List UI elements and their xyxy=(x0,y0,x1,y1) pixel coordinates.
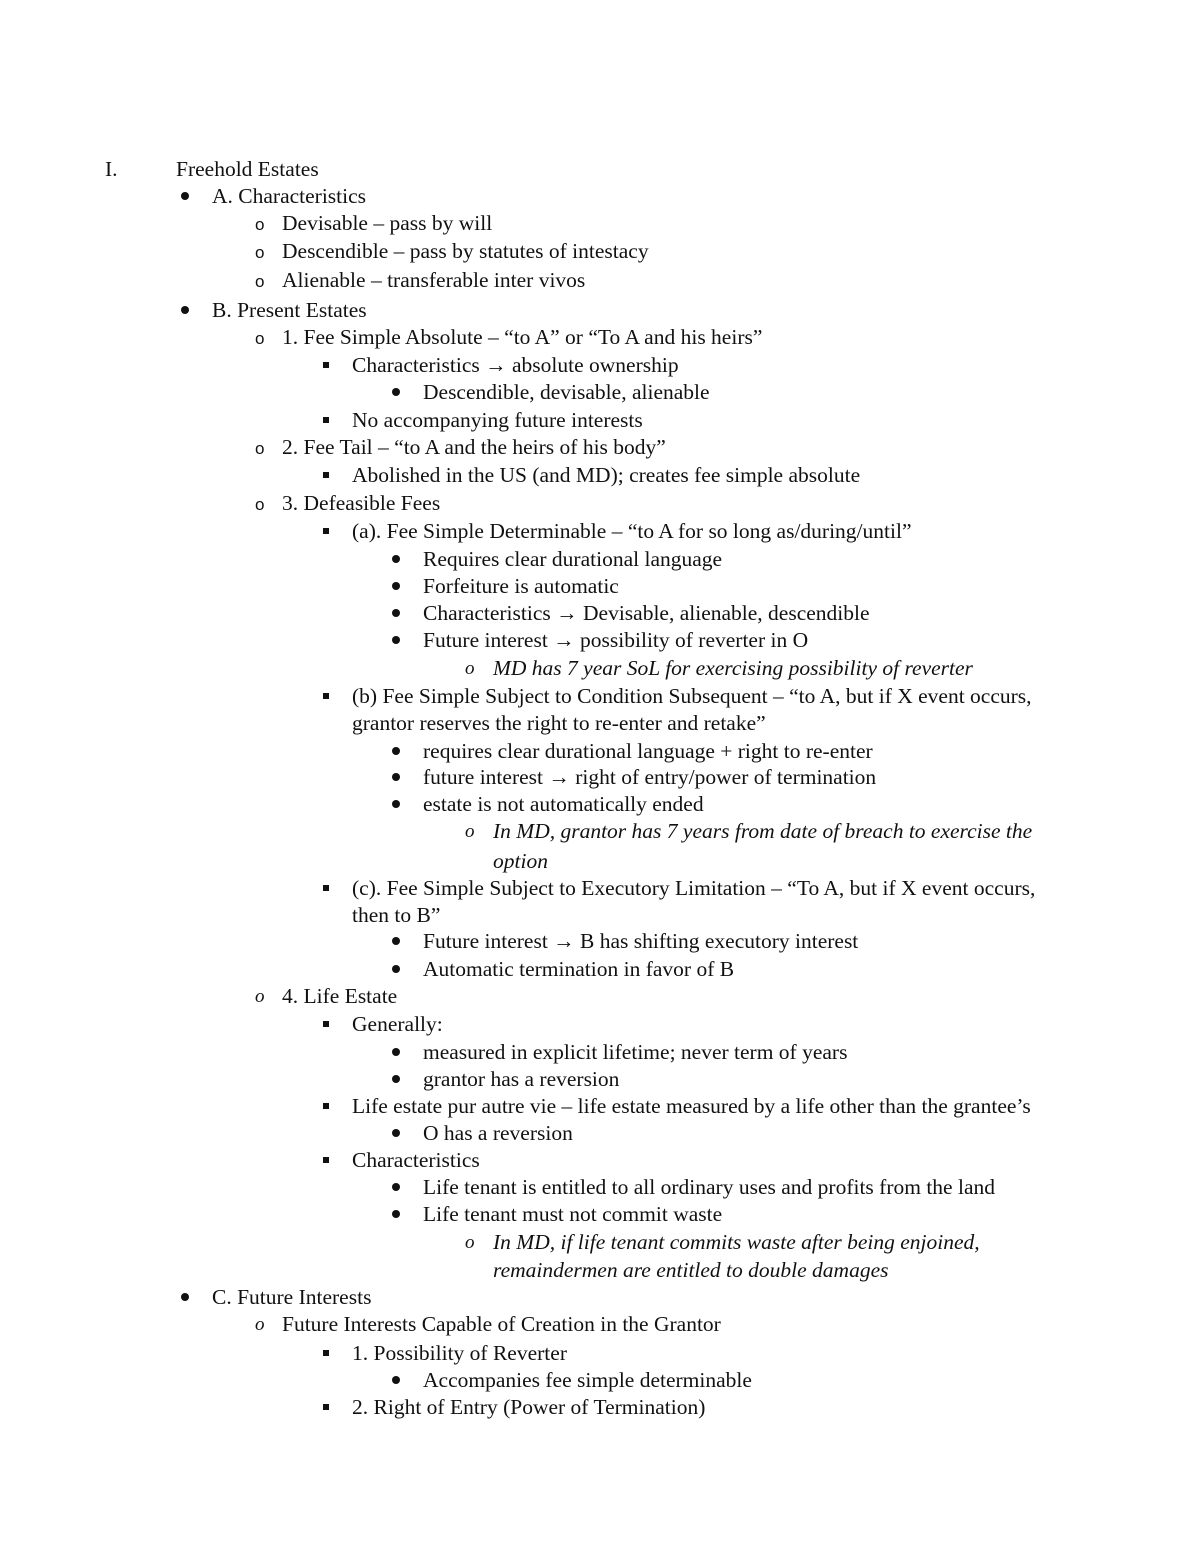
bullet-square-icon xyxy=(323,1157,329,1163)
bullet-dot-icon xyxy=(392,1048,400,1056)
bullet-circle-icon: o xyxy=(255,439,265,458)
outline-item-text: Future interest → B has shifting executory interest xyxy=(423,929,859,953)
bullet-square-icon xyxy=(323,885,329,891)
outline-item-text: (c). Fee Simple Subject to Executory Limitation – “To A, but if X event occurs, xyxy=(352,876,1036,900)
bullet-dot-icon xyxy=(392,747,400,755)
outline-item-text: requires clear durational language + right to re-enter xyxy=(423,739,873,763)
outline-item-text: option xyxy=(493,849,548,873)
outline-item-text: No accompanying future interests xyxy=(352,408,643,432)
bullet-dot-icon xyxy=(392,1183,400,1191)
outline-item-text: Characteristics → Devisable, alienable, descendible xyxy=(423,601,870,625)
bullet-square-icon xyxy=(323,1103,329,1109)
outline-item-text: Generally: xyxy=(352,1012,443,1036)
outline-item-text: future interest → right of entry/power of termination xyxy=(423,765,877,789)
outline-item-text: O has a reversion xyxy=(423,1121,573,1145)
outline-item-text: Future interest → possibility of reverter in O xyxy=(423,628,809,652)
bullet-circle-icon: o xyxy=(255,986,265,1007)
outline-item-text: (a). Fee Simple Determinable – “to A for so long as/during/until” xyxy=(352,519,912,543)
bullet-circle-icon: o xyxy=(255,1314,265,1335)
outline-item-text: Abolished in the US (and MD); creates fee simple absolute xyxy=(352,463,861,487)
bullet-square-icon xyxy=(323,693,329,699)
bullet-dot-icon xyxy=(392,965,400,973)
bullet-dot-icon xyxy=(392,937,400,945)
outline-item-text: grantor has a reversion xyxy=(423,1067,620,1091)
bullet-circle-icon: o xyxy=(255,272,265,291)
bullet-dot-icon xyxy=(392,1210,400,1218)
outline-item-text: Accompanies fee simple determinable xyxy=(423,1368,752,1392)
bullet-dot-icon xyxy=(392,1376,400,1384)
outline-item-text: measured in explicit lifetime; never term of years xyxy=(423,1040,848,1064)
outline-item-text: 2. Fee Tail – “to A and the heirs of his body” xyxy=(282,435,666,459)
bullet-square-icon xyxy=(323,1404,329,1410)
outline-item-text: Life tenant is entitled to all ordinary uses and profits from the land xyxy=(423,1175,995,1199)
outline-item-text: 2. Right of Entry (Power of Termination) xyxy=(352,1395,706,1419)
bullet-dot-icon xyxy=(392,773,400,781)
outline-item-text: remaindermen are entitled to double damages xyxy=(493,1258,889,1282)
outline-item-text: Freehold Estates xyxy=(176,157,319,181)
bullet-circle-icon: o xyxy=(255,329,265,348)
outline-item-text: 3. Defeasible Fees xyxy=(282,491,441,515)
outline-item-text: In MD, if life tenant commits waste after being enjoined, xyxy=(493,1230,980,1254)
outline-item-text: Characteristics xyxy=(352,1148,480,1172)
outline-item-text: then to B” xyxy=(352,903,441,927)
bullet-square-icon xyxy=(323,362,329,368)
outline-item-text: A. Characteristics xyxy=(212,184,367,208)
outline-item-text: Descendible, devisable, alienable xyxy=(423,380,710,404)
outline-item-text: Devisable – pass by will xyxy=(282,211,493,235)
outline-item-text: Characteristics → absolute ownership xyxy=(352,353,679,377)
bullet-dot-icon xyxy=(392,800,400,808)
outline-item-text: Descendible – pass by statutes of intestacy xyxy=(282,239,649,263)
bullet-dot-icon xyxy=(392,636,400,644)
bullet-circle-icon: o xyxy=(255,243,265,262)
outline-item-text: (b) Fee Simple Subject to Condition Subsequent – “to A, but if X event occurs, xyxy=(352,684,1032,708)
bullet-dot-icon xyxy=(392,388,400,396)
outline-item-text: Alienable – transferable inter vivos xyxy=(282,268,586,292)
bullet-dot-icon xyxy=(392,609,400,617)
bullet-dot-icon xyxy=(392,582,400,590)
bullet-dot-icon xyxy=(392,1129,400,1137)
bullet-dot-icon xyxy=(181,1293,189,1301)
bullet-dot-icon xyxy=(392,555,400,563)
bullet-circle-icon: o xyxy=(465,1232,475,1253)
bullet-dot-icon xyxy=(181,306,189,314)
bullet-square-icon xyxy=(323,1021,329,1027)
outline-item-text: C. Future Interests xyxy=(212,1285,372,1309)
outline-item-text: Automatic termination in favor of B xyxy=(423,957,735,981)
outline-item-text: Future Interests Capable of Creation in the Grantor xyxy=(282,1312,721,1336)
bullet-circle-icon: o xyxy=(255,495,265,514)
outline-item-text: Requires clear durational language xyxy=(423,547,723,571)
outline-item-text: 1. Fee Simple Absolute – “to A” or “To A and his heirs” xyxy=(282,325,763,349)
outline-item-text: Life tenant must not commit waste xyxy=(423,1202,723,1226)
outline-item-text: In MD, grantor has 7 years from date of breach to exercise the xyxy=(493,819,1033,843)
outline-item-text: Life estate pur autre vie – life estate measured by a life other than the grantee’s xyxy=(352,1094,1031,1118)
outline-item-text: estate is not automatically ended xyxy=(423,792,704,816)
outline-item-text: 4. Life Estate xyxy=(282,984,398,1008)
outline-item-text: grantor reserves the right to re-enter and retake” xyxy=(352,711,766,735)
outline-numeral: I. xyxy=(105,157,118,181)
bullet-circle-icon: o xyxy=(465,821,475,842)
bullet-square-icon xyxy=(323,528,329,534)
bullet-circle-icon: o xyxy=(255,215,265,234)
bullet-dot-icon xyxy=(181,192,189,200)
bullet-circle-icon: o xyxy=(465,658,475,679)
bullet-dot-icon xyxy=(392,1075,400,1083)
bullet-square-icon xyxy=(323,472,329,478)
bullet-square-icon xyxy=(323,417,329,423)
outline-item-text: MD has 7 year SoL for exercising possibility of reverter xyxy=(493,656,973,680)
outline-item-text: B. Present Estates xyxy=(212,298,367,322)
outline-item-text: Forfeiture is automatic xyxy=(423,574,619,598)
bullet-square-icon xyxy=(323,1350,329,1356)
outline-item-text: 1. Possibility of Reverter xyxy=(352,1341,567,1365)
